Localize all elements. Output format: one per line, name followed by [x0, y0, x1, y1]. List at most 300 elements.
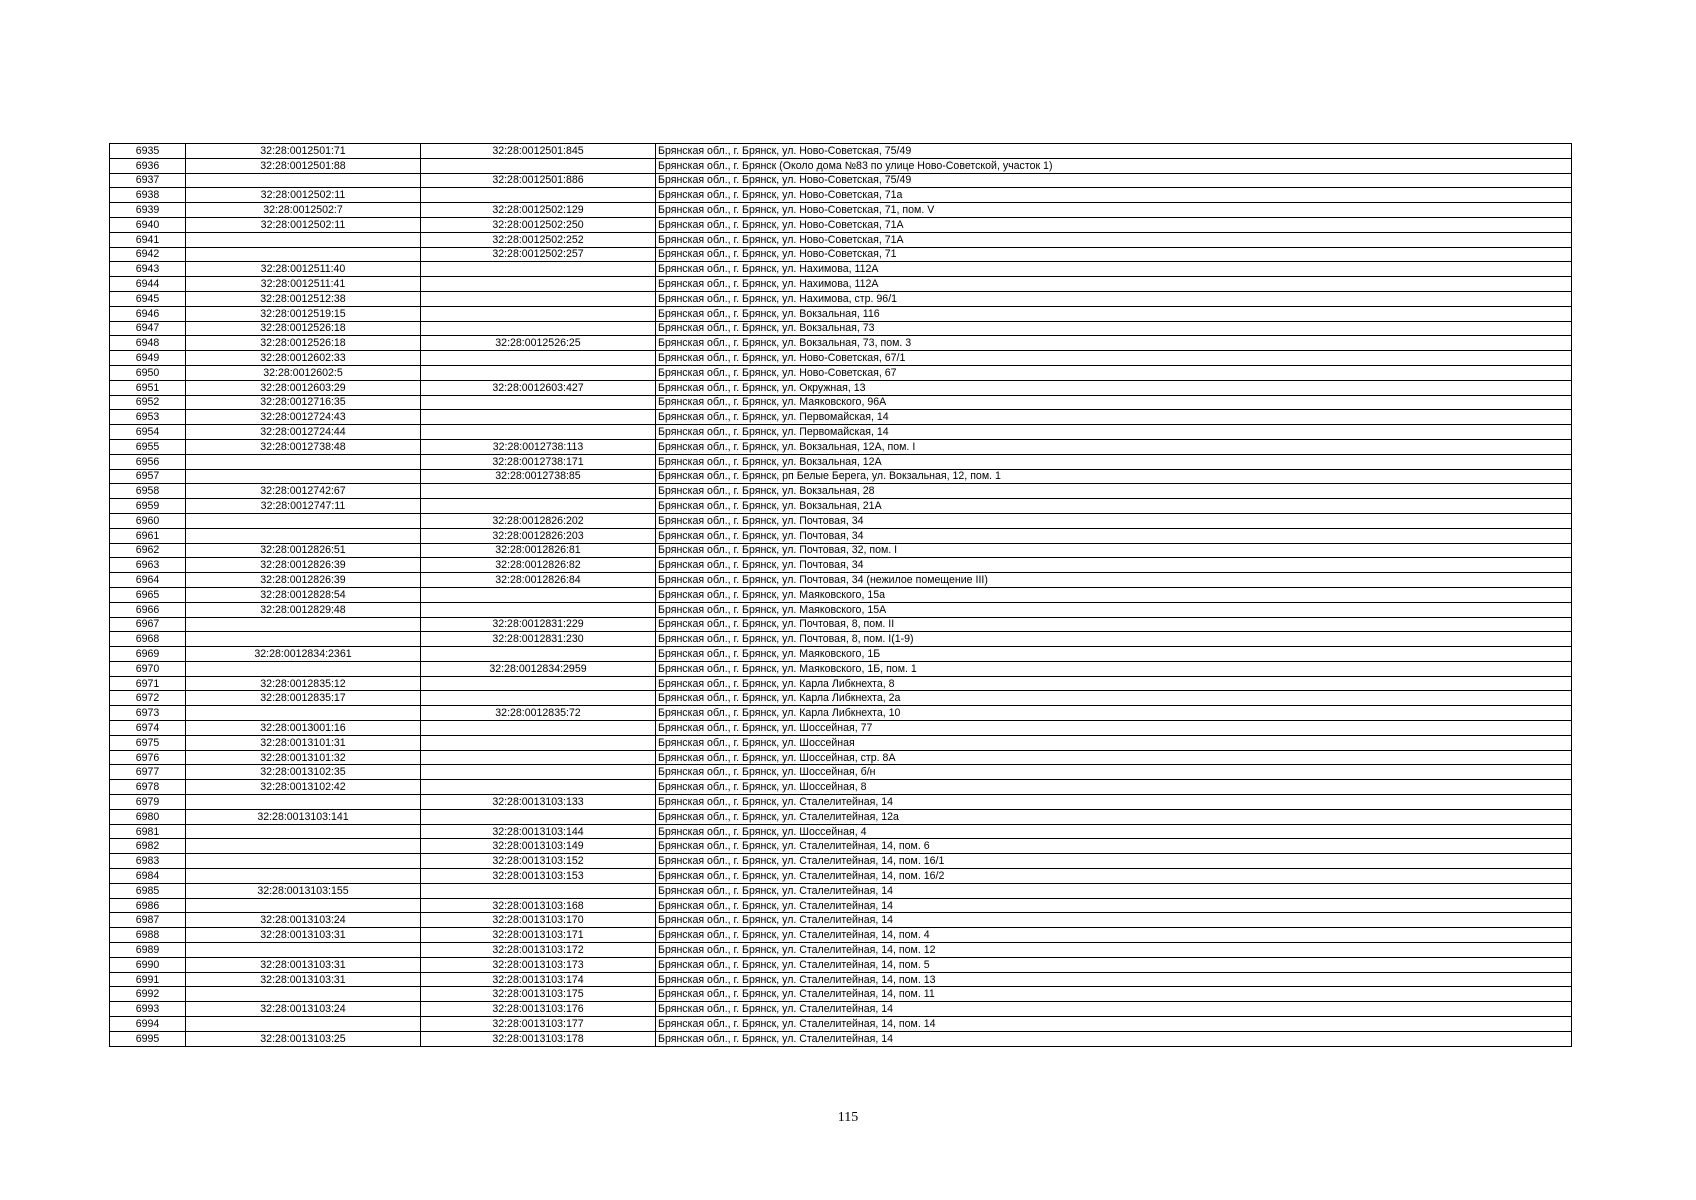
row-number-cell: 6935: [110, 144, 186, 159]
table-row: [110, 277, 1572, 292]
object-cadastral-number-cell: [421, 602, 656, 617]
address-cell: Брянская обл., г. Брянск, ул. Сталелитейная, 12а: [656, 809, 1572, 824]
row-number-cell: 6995: [110, 1031, 186, 1046]
land-cadastral-number-cell: [186, 987, 421, 1002]
row-number-cell: 6942: [110, 247, 186, 262]
table-row: [110, 173, 1572, 188]
address-cell: Брянская обл., г. Брянск, ул. Сталелитейная, 14: [656, 913, 1572, 928]
table-row: [110, 706, 1572, 721]
address-cell: Брянская обл., г. Брянск, ул. Сталелитейная, 14, пом. 13: [656, 972, 1572, 987]
land-cadastral-number-cell: 32:28:0013103:25: [186, 1031, 421, 1046]
row-number-cell: 6969: [110, 647, 186, 662]
row-number-cell: 6963: [110, 558, 186, 573]
address-cell: Брянская обл., г. Брянск, ул. Сталелитейная, 14: [656, 883, 1572, 898]
land-cadastral-number-cell: 32:28:0012716:35: [186, 395, 421, 410]
address-cell: Брянская обл., г. Брянск, ул. Карла Либкнехта, 2а: [656, 691, 1572, 706]
address-cell: Брянская обл., г. Брянск, ул. Шоссейная, б/н: [656, 765, 1572, 780]
object-cadastral-number-cell: 32:28:0012831:229: [421, 617, 656, 632]
row-number-cell: 6965: [110, 587, 186, 602]
row-number-cell: 6973: [110, 706, 186, 721]
table-row: [110, 721, 1572, 736]
land-cadastral-number-cell: 32:28:0012511:41: [186, 277, 421, 292]
land-cadastral-number-cell: 32:28:0012511:40: [186, 262, 421, 277]
object-cadastral-number-cell: 32:28:0012826:82: [421, 558, 656, 573]
address-cell: Брянская обл., г. Брянск, ул. Сталелитейная, 14, пом. 11: [656, 987, 1572, 1002]
land-cadastral-number-cell: 32:28:0012602:5: [186, 365, 421, 380]
row-number-cell: 6987: [110, 913, 186, 928]
object-cadastral-number-cell: 32:28:0013103:177: [421, 1017, 656, 1032]
land-cadastral-number-cell: [186, 661, 421, 676]
address-cell: Брянская обл., г. Брянск, ул. Почтовая, 34 (нежилое помещение III): [656, 573, 1572, 588]
land-cadastral-number-cell: 32:28:0013103:31: [186, 957, 421, 972]
object-cadastral-number-cell: 32:28:0013103:176: [421, 1002, 656, 1017]
land-cadastral-number-cell: 32:28:0012526:18: [186, 336, 421, 351]
table-row: [110, 972, 1572, 987]
row-number-cell: 6989: [110, 943, 186, 958]
row-number-cell: 6958: [110, 484, 186, 499]
address-cell: Брянская обл., г. Брянск, ул. Ново-Советская, 71а: [656, 188, 1572, 203]
land-cadastral-number-cell: 32:28:0012724:43: [186, 410, 421, 425]
object-cadastral-number-cell: 32:28:0012526:25: [421, 336, 656, 351]
land-cadastral-number-cell: [186, 617, 421, 632]
row-number-cell: 6977: [110, 765, 186, 780]
object-cadastral-number-cell: [421, 410, 656, 425]
land-cadastral-number-cell: 32:28:0013101:32: [186, 750, 421, 765]
land-cadastral-number-cell: 32:28:0013101:31: [186, 735, 421, 750]
row-number-cell: 6992: [110, 987, 186, 1002]
land-cadastral-number-cell: 32:28:0012747:11: [186, 499, 421, 514]
object-cadastral-number-cell: 32:28:0012502:129: [421, 203, 656, 218]
address-cell: Брянская обл., г. Брянск, ул. Шоссейная: [656, 735, 1572, 750]
row-number-cell: 6939: [110, 203, 186, 218]
land-cadastral-number-cell: 32:28:0012826:39: [186, 573, 421, 588]
land-cadastral-number-cell: 32:28:0012501:71: [186, 144, 421, 159]
object-cadastral-number-cell: 32:28:0012603:427: [421, 380, 656, 395]
address-cell: Брянская обл., г. Брянск, ул. Сталелитейная, 14, пом. 16/1: [656, 854, 1572, 869]
table-row: [110, 735, 1572, 750]
address-cell: Брянская обл., г. Брянск, ул. Маяковского, 1Б, пом. 1: [656, 661, 1572, 676]
object-cadastral-number-cell: 32:28:0013103:133: [421, 795, 656, 810]
row-number-cell: 6946: [110, 306, 186, 321]
address-cell: Брянская обл., г. Брянск, ул. Шоссейная, стр. 8А: [656, 750, 1572, 765]
land-cadastral-number-cell: [186, 1017, 421, 1032]
table-row: [110, 913, 1572, 928]
row-number-cell: 6985: [110, 883, 186, 898]
address-cell: Брянская обл., г. Брянск, ул. Ново-Советская, 71, пом. V: [656, 203, 1572, 218]
row-number-cell: 6967: [110, 617, 186, 632]
object-cadastral-number-cell: 32:28:0012826:203: [421, 528, 656, 543]
row-number-cell: 6940: [110, 217, 186, 232]
object-cadastral-number-cell: 32:28:0012738:113: [421, 439, 656, 454]
row-number-cell: 6981: [110, 824, 186, 839]
row-number-cell: 6974: [110, 721, 186, 736]
land-cadastral-number-cell: [186, 232, 421, 247]
table-row: [110, 809, 1572, 824]
row-number-cell: 6962: [110, 543, 186, 558]
object-cadastral-number-cell: [421, 499, 656, 514]
table-row: [110, 957, 1572, 972]
land-cadastral-number-cell: [186, 854, 421, 869]
land-cadastral-number-cell: 32:28:0013001:16: [186, 721, 421, 736]
land-cadastral-number-cell: [186, 528, 421, 543]
object-cadastral-number-cell: 32:28:0012826:84: [421, 573, 656, 588]
land-cadastral-number-cell: 32:28:0012834:2361: [186, 647, 421, 662]
address-cell: Брянская обл., г. Брянск, ул. Почтовая, 34: [656, 558, 1572, 573]
land-cadastral-number-cell: [186, 173, 421, 188]
row-number-cell: 6968: [110, 632, 186, 647]
land-cadastral-number-cell: [186, 943, 421, 958]
table-row: [110, 439, 1572, 454]
table-row: [110, 632, 1572, 647]
land-cadastral-number-cell: 32:28:0013103:24: [186, 1002, 421, 1017]
row-number-cell: 6990: [110, 957, 186, 972]
object-cadastral-number-cell: [421, 780, 656, 795]
address-cell: Брянская обл., г. Брянск, ул. Вокзальная, 28: [656, 484, 1572, 499]
table-row: [110, 1017, 1572, 1032]
row-number-cell: 6954: [110, 425, 186, 440]
table-row: [110, 987, 1572, 1002]
land-cadastral-number-cell: 32:28:0012742:67: [186, 484, 421, 499]
land-cadastral-number-cell: [186, 706, 421, 721]
address-cell: Брянская обл., г. Брянск, ул. Вокзальная, 21А: [656, 499, 1572, 514]
object-cadastral-number-cell: [421, 277, 656, 292]
table-row: [110, 395, 1572, 410]
table-row: [110, 543, 1572, 558]
land-cadastral-number-cell: [186, 824, 421, 839]
row-number-cell: 6945: [110, 291, 186, 306]
table-row: [110, 484, 1572, 499]
table-row: [110, 928, 1572, 943]
object-cadastral-number-cell: 32:28:0013103:144: [421, 824, 656, 839]
object-cadastral-number-cell: 32:28:0012826:81: [421, 543, 656, 558]
land-cadastral-number-cell: 32:28:0012501:88: [186, 158, 421, 173]
address-cell: Брянская обл., г. Брянск, ул. Карла Либкнехта, 8: [656, 676, 1572, 691]
land-cadastral-number-cell: [186, 247, 421, 262]
object-cadastral-number-cell: 32:28:0013103:178: [421, 1031, 656, 1046]
table-row: [110, 380, 1572, 395]
object-cadastral-number-cell: 32:28:0012502:257: [421, 247, 656, 262]
land-cadastral-number-cell: 32:28:0012829:48: [186, 602, 421, 617]
object-cadastral-number-cell: 32:28:0012738:171: [421, 454, 656, 469]
address-cell: Брянская обл., г. Брянск, ул. Вокзальная, 116: [656, 306, 1572, 321]
object-cadastral-number-cell: [421, 484, 656, 499]
object-cadastral-number-cell: [421, 188, 656, 203]
table-row: [110, 158, 1572, 173]
row-number-cell: 6978: [110, 780, 186, 795]
object-cadastral-number-cell: 32:28:0012826:202: [421, 513, 656, 528]
object-cadastral-number-cell: 32:28:0012502:252: [421, 232, 656, 247]
object-cadastral-number-cell: [421, 883, 656, 898]
address-cell: Брянская обл., г. Брянск, ул. Ново-Советская, 71А: [656, 217, 1572, 232]
address-cell: Брянская обл., г. Брянск, ул. Сталелитейная, 14, пом. 5: [656, 957, 1572, 972]
table-row: [110, 351, 1572, 366]
address-cell: Брянская обл., г. Брянск, ул. Почтовая, 34: [656, 528, 1572, 543]
row-number-cell: 6980: [110, 809, 186, 824]
land-cadastral-number-cell: 32:28:0012502:11: [186, 217, 421, 232]
object-cadastral-number-cell: 32:28:0013103:168: [421, 898, 656, 913]
table-row: [110, 262, 1572, 277]
table-row: [110, 336, 1572, 351]
row-number-cell: 6979: [110, 795, 186, 810]
land-cadastral-number-cell: 32:28:0012526:18: [186, 321, 421, 336]
object-cadastral-number-cell: 32:28:0012501:845: [421, 144, 656, 159]
address-cell: Брянская обл., г. Брянск, ул. Маяковского, 1Б: [656, 647, 1572, 662]
address-cell: Брянская обл., г. Брянск, ул. Нахимова, стр. 96/1: [656, 291, 1572, 306]
address-cell: Брянская обл., г. Брянск, ул. Сталелитейная, 14, пом. 14: [656, 1017, 1572, 1032]
table-row: [110, 1002, 1572, 1017]
address-cell: Брянская обл., г. Брянск, ул. Ново-Советская, 67: [656, 365, 1572, 380]
row-number-cell: 6948: [110, 336, 186, 351]
address-cell: Брянская обл., г. Брянск, ул. Вокзальная, 73, пом. 3: [656, 336, 1572, 351]
row-number-cell: 6966: [110, 602, 186, 617]
table-row: [110, 602, 1572, 617]
table-row: [110, 587, 1572, 602]
object-cadastral-number-cell: 32:28:0012834:2959: [421, 661, 656, 676]
object-cadastral-number-cell: [421, 291, 656, 306]
land-cadastral-number-cell: 32:28:0012826:51: [186, 543, 421, 558]
row-number-cell: 6976: [110, 750, 186, 765]
table-row: [110, 691, 1572, 706]
table-row: [110, 854, 1572, 869]
object-cadastral-number-cell: [421, 395, 656, 410]
address-cell: Брянская обл., г. Брянск, ул. Шоссейная, 77: [656, 721, 1572, 736]
land-cadastral-number-cell: 32:28:0012826:39: [186, 558, 421, 573]
table-row: [110, 513, 1572, 528]
row-number-cell: 6970: [110, 661, 186, 676]
address-cell: Брянская обл., г. Брянск, ул. Маяковского, 96А: [656, 395, 1572, 410]
table-row: [110, 232, 1572, 247]
land-cadastral-number-cell: 32:28:0012835:12: [186, 676, 421, 691]
address-cell: Брянская обл., г. Брянск (Около дома №83 по улице Ново-Советской, участок 1): [656, 158, 1572, 173]
object-cadastral-number-cell: [421, 321, 656, 336]
object-cadastral-number-cell: [421, 262, 656, 277]
row-number-cell: 6952: [110, 395, 186, 410]
address-cell: Брянская обл., г. Брянск, ул. Почтовая, 32, пом. I: [656, 543, 1572, 558]
object-cadastral-number-cell: 32:28:0013103:149: [421, 839, 656, 854]
row-number-cell: 6943: [110, 262, 186, 277]
object-cadastral-number-cell: 32:28:0013103:172: [421, 943, 656, 958]
row-number-cell: 6944: [110, 277, 186, 292]
land-cadastral-number-cell: [186, 513, 421, 528]
address-cell: Брянская обл., г. Брянск, ул. Маяковского, 15а: [656, 587, 1572, 602]
land-cadastral-number-cell: 32:28:0012602:33: [186, 351, 421, 366]
address-cell: Брянская обл., г. Брянск, ул. Сталелитейная, 14, пом. 16/2: [656, 869, 1572, 884]
table-row: [110, 365, 1572, 380]
land-cadastral-number-cell: [186, 869, 421, 884]
object-cadastral-number-cell: 32:28:0013103:173: [421, 957, 656, 972]
registry-table: [109, 143, 1572, 1047]
table-row: [110, 943, 1572, 958]
object-cadastral-number-cell: 32:28:0013103:153: [421, 869, 656, 884]
land-cadastral-number-cell: 32:28:0013103:31: [186, 928, 421, 943]
row-number-cell: 6983: [110, 854, 186, 869]
table-row: [110, 839, 1572, 854]
address-cell: Брянская обл., г. Брянск, ул. Нахимова, 112А: [656, 262, 1572, 277]
address-cell: Брянская обл., г. Брянск, ул. Сталелитейная, 14: [656, 795, 1572, 810]
object-cadastral-number-cell: 32:28:0013103:174: [421, 972, 656, 987]
object-cadastral-number-cell: 32:28:0013103:171: [421, 928, 656, 943]
land-cadastral-number-cell: 32:28:0013102:35: [186, 765, 421, 780]
land-cadastral-number-cell: 32:28:0013103:141: [186, 809, 421, 824]
object-cadastral-number-cell: [421, 750, 656, 765]
table-row: [110, 247, 1572, 262]
table-row: [110, 765, 1572, 780]
land-cadastral-number-cell: 32:28:0012502:7: [186, 203, 421, 218]
row-number-cell: 6955: [110, 439, 186, 454]
row-number-cell: 6961: [110, 528, 186, 543]
row-number-cell: 6949: [110, 351, 186, 366]
row-number-cell: 6994: [110, 1017, 186, 1032]
table-row: [110, 144, 1572, 159]
address-cell: Брянская обл., г. Брянск, ул. Первомайская, 14: [656, 425, 1572, 440]
row-number-cell: 6947: [110, 321, 186, 336]
address-cell: Брянская обл., г. Брянск, ул. Окружная, 13: [656, 380, 1572, 395]
address-cell: Брянская обл., г. Брянск, ул. Вокзальная, 12А: [656, 454, 1572, 469]
table-row: [110, 647, 1572, 662]
object-cadastral-number-cell: [421, 587, 656, 602]
object-cadastral-number-cell: [421, 721, 656, 736]
table-row: [110, 750, 1572, 765]
table-row: [110, 1031, 1572, 1046]
address-cell: Брянская обл., г. Брянск, ул. Вокзальная, 12А, пом. I: [656, 439, 1572, 454]
table-row: [110, 425, 1572, 440]
row-number-cell: 6991: [110, 972, 186, 987]
object-cadastral-number-cell: [421, 306, 656, 321]
page-number: 115: [837, 1110, 859, 1125]
table-row: [110, 661, 1572, 676]
address-cell: Брянская обл., г. Брянск, ул. Сталелитейная, 14: [656, 898, 1572, 913]
land-cadastral-number-cell: 32:28:0012835:17: [186, 691, 421, 706]
land-cadastral-number-cell: [186, 469, 421, 484]
land-cadastral-number-cell: 32:28:0012603:29: [186, 380, 421, 395]
land-cadastral-number-cell: [186, 454, 421, 469]
object-cadastral-number-cell: [421, 765, 656, 780]
table-row: [110, 291, 1572, 306]
table-row: [110, 306, 1572, 321]
land-cadastral-number-cell: 32:28:0013103:31: [186, 972, 421, 987]
object-cadastral-number-cell: 32:28:0012738:85: [421, 469, 656, 484]
land-cadastral-number-cell: [186, 898, 421, 913]
table-row: [110, 780, 1572, 795]
land-cadastral-number-cell: [186, 839, 421, 854]
row-number-cell: 6957: [110, 469, 186, 484]
address-cell: Брянская обл., г. Брянск, ул. Сталелитейная, 14: [656, 1002, 1572, 1017]
address-cell: Брянская обл., г. Брянск, ул. Маяковского, 15А: [656, 602, 1572, 617]
land-cadastral-number-cell: 32:28:0012502:11: [186, 188, 421, 203]
object-cadastral-number-cell: 32:28:0012831:230: [421, 632, 656, 647]
row-number-cell: 6972: [110, 691, 186, 706]
row-number-cell: 6936: [110, 158, 186, 173]
table-row: [110, 883, 1572, 898]
registry-table-body: [110, 144, 1572, 1047]
address-cell: Брянская обл., г. Брянск, ул. Почтовая, 34: [656, 513, 1572, 528]
object-cadastral-number-cell: 32:28:0012835:72: [421, 706, 656, 721]
object-cadastral-number-cell: [421, 735, 656, 750]
table-row: [110, 499, 1572, 514]
row-number-cell: 6993: [110, 1002, 186, 1017]
land-cadastral-number-cell: 32:28:0013103:155: [186, 883, 421, 898]
row-number-cell: 6941: [110, 232, 186, 247]
address-cell: Брянская обл., г. Брянск, ул. Ново-Советская, 71А: [656, 232, 1572, 247]
table-row: [110, 795, 1572, 810]
row-number-cell: 6960: [110, 513, 186, 528]
table-row: [110, 869, 1572, 884]
object-cadastral-number-cell: [421, 158, 656, 173]
address-cell: Брянская обл., г. Брянск, ул. Почтовая, 8, пом. II: [656, 617, 1572, 632]
address-cell: Брянская обл., г. Брянск, рп Белые Берега, ул. Вокзальная, 12, пом. 1: [656, 469, 1572, 484]
row-number-cell: 6950: [110, 365, 186, 380]
row-number-cell: 6986: [110, 898, 186, 913]
address-cell: Брянская обл., г. Брянск, ул. Шоссейная, 8: [656, 780, 1572, 795]
land-cadastral-number-cell: 32:28:0012512:38: [186, 291, 421, 306]
object-cadastral-number-cell: [421, 691, 656, 706]
table-row: [110, 410, 1572, 425]
row-number-cell: 6984: [110, 869, 186, 884]
row-number-cell: 6982: [110, 839, 186, 854]
address-cell: Брянская обл., г. Брянск, ул. Ново-Советская, 67/1: [656, 351, 1572, 366]
object-cadastral-number-cell: [421, 809, 656, 824]
row-number-cell: 6971: [110, 676, 186, 691]
land-cadastral-number-cell: [186, 632, 421, 647]
table-row: [110, 454, 1572, 469]
row-number-cell: 6964: [110, 573, 186, 588]
object-cadastral-number-cell: [421, 676, 656, 691]
table-row: [110, 573, 1572, 588]
address-cell: Брянская обл., г. Брянск, ул. Ново-Советская, 75/49: [656, 173, 1572, 188]
table-row: [110, 558, 1572, 573]
row-number-cell: 6937: [110, 173, 186, 188]
object-cadastral-number-cell: [421, 351, 656, 366]
land-cadastral-number-cell: 32:28:0013103:24: [186, 913, 421, 928]
table-row: [110, 188, 1572, 203]
address-cell: Брянская обл., г. Брянск, ул. Ново-Советская, 75/49: [656, 144, 1572, 159]
row-number-cell: 6938: [110, 188, 186, 203]
table-row: [110, 321, 1572, 336]
land-cadastral-number-cell: 32:28:0012828:54: [186, 587, 421, 602]
address-cell: Брянская обл., г. Брянск, ул. Сталелитейная, 14: [656, 1031, 1572, 1046]
object-cadastral-number-cell: 32:28:0013103:175: [421, 987, 656, 1002]
object-cadastral-number-cell: 32:28:0013103:170: [421, 913, 656, 928]
address-cell: Брянская обл., г. Брянск, ул. Сталелитейная, 14, пом. 6: [656, 839, 1572, 854]
object-cadastral-number-cell: 32:28:0013103:152: [421, 854, 656, 869]
row-number-cell: 6988: [110, 928, 186, 943]
land-cadastral-number-cell: 32:28:0012519:15: [186, 306, 421, 321]
address-cell: Брянская обл., г. Брянск, ул. Сталелитейная, 14, пом. 4: [656, 928, 1572, 943]
land-cadastral-number-cell: 32:28:0012724:44: [186, 425, 421, 440]
address-cell: Брянская обл., г. Брянск, ул. Почтовая, 8, пом. I(1-9): [656, 632, 1572, 647]
address-cell: Брянская обл., г. Брянск, ул. Нахимова, 112А: [656, 277, 1572, 292]
land-cadastral-number-cell: 32:28:0012738:48: [186, 439, 421, 454]
table-row: [110, 469, 1572, 484]
table-row: [110, 203, 1572, 218]
table-row: [110, 217, 1572, 232]
object-cadastral-number-cell: 32:28:0012501:886: [421, 173, 656, 188]
row-number-cell: 6951: [110, 380, 186, 395]
land-cadastral-number-cell: 32:28:0013102:42: [186, 780, 421, 795]
row-number-cell: 6975: [110, 735, 186, 750]
address-cell: Брянская обл., г. Брянск, ул. Ново-Советская, 71: [656, 247, 1572, 262]
table-row: [110, 676, 1572, 691]
land-cadastral-number-cell: [186, 795, 421, 810]
address-cell: Брянская обл., г. Брянск, ул. Сталелитейная, 14, пом. 12: [656, 943, 1572, 958]
object-cadastral-number-cell: [421, 425, 656, 440]
object-cadastral-number-cell: [421, 365, 656, 380]
object-cadastral-number-cell: [421, 647, 656, 662]
address-cell: Брянская обл., г. Брянск, ул. Вокзальная, 73: [656, 321, 1572, 336]
address-cell: Брянская обл., г. Брянск, ул. Карла Либкнехта, 10: [656, 706, 1572, 721]
row-number-cell: 6959: [110, 499, 186, 514]
table-row: [110, 528, 1572, 543]
